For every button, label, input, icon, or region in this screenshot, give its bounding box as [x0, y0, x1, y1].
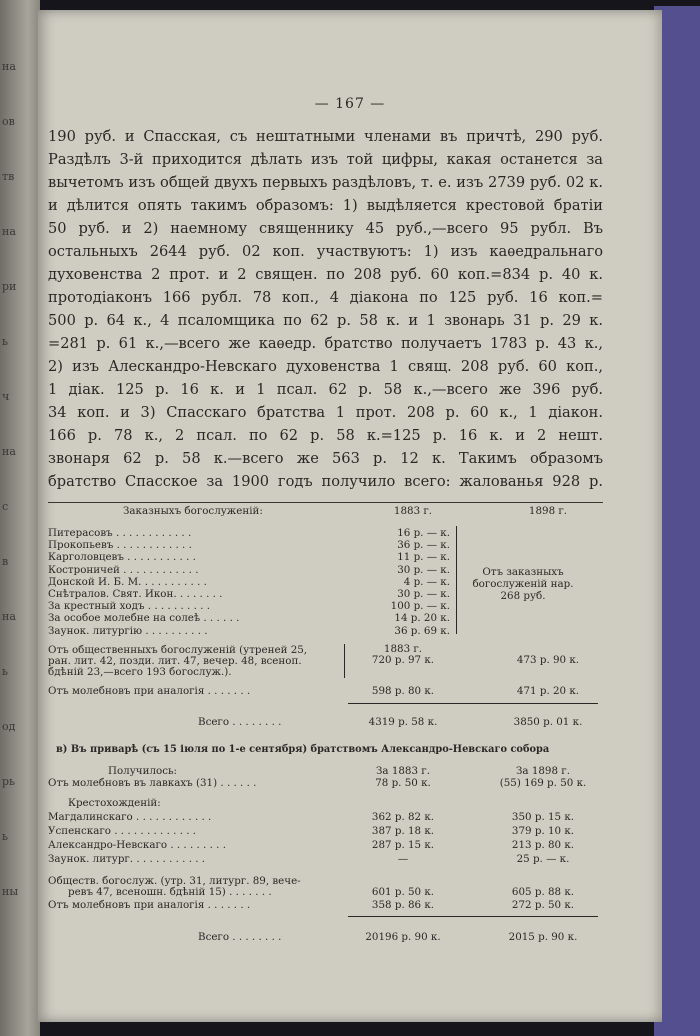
table1-row-label: Карголовцевъ . . . . . . . . . . . [48, 551, 196, 564]
table1-row-label: Питерасовъ . . . . . . . . . . . . [48, 527, 192, 539]
table1-row-label: Костроничей . . . . . . . . . . . . [48, 563, 199, 576]
table1-row-label: Прокопьевъ . . . . . . . . . . . . [48, 539, 192, 552]
table2-row-label: Александро-Невскаго . . . . . . . . . [48, 839, 226, 851]
table1-total-v1: 4319 р. 58 к. [368, 716, 438, 728]
table2-row-value-1883: 362 р. 82 к. [371, 811, 435, 823]
table1-public-label-1: Отъ общественныхъ богослуженій (утреней 25, [48, 644, 308, 656]
left-page-fragment: на [2, 445, 16, 458]
left-page-fragment: ри [2, 280, 17, 293]
left-page-fragment: на [2, 60, 16, 73]
table1-public-v2: 473 р. 90 к. [516, 654, 580, 666]
left-page-fragment: ов [2, 115, 15, 128]
table2-kiosk-v1: 78 р. 50 к. [375, 777, 431, 789]
table2-row-value-1898: 350 р. 15 к. [511, 811, 575, 823]
table1-row-value-1883: 30 р. — к. [397, 563, 450, 576]
table2-row-value-1883: 387 р. 18 к. [371, 825, 435, 837]
left-page-fragment: рь [2, 775, 16, 788]
table1-public-label-2: ран. лит. 42, позди. лит. 47, вечер. 48, всеноп. [48, 655, 302, 667]
body-line: и дѣлится опять такимъ образомъ: 1) выдѣляется крестовой братіи [48, 197, 603, 214]
body-line: 500 р. 64 к., 4 псаломщика по 62 р. 58 к. и 1 звонарь 31 р. 29 к. [48, 312, 603, 329]
table1-row-value-1883: 16 р. — к. [397, 527, 450, 539]
body-line: Раздѣлъ 3-й приходится дѣлать изъ той цифры, какая останется за [48, 151, 603, 168]
adjacent-left-page [0, 0, 40, 1036]
table1-row-value-1883: 14 р. 20 к. [394, 612, 450, 625]
table1-row-label: Заунок. литургію . . . . . . . . . . [48, 624, 208, 637]
table1-row-value-1883: 36 р. 69 к. [394, 624, 450, 637]
body-line: =281 р. 61 к.,—всего же каѳедр. братство получаетъ 1783 р. 43 к., [48, 335, 603, 352]
table1-row-value-1883: 4 р. — к. [403, 575, 450, 588]
table1-row-value-1883: 100 р. — к. [390, 600, 450, 613]
table2-kiosk-label: Отъ молебновъ въ лавкахъ (31) . . . . . . [48, 777, 257, 789]
body-line: 50 руб. и 2) наемному священнику 45 руб.,—всего 95 рубл. Въ [48, 220, 603, 237]
book-page [38, 10, 662, 1022]
body-line: остальныхъ 2644 руб. 02 коп. участвуютъ: 1) изъ каѳедральнаго [48, 243, 603, 260]
table1-total-label: Всего . . . . . . . . [198, 716, 282, 728]
table1-row-label: За особое молебне на солеѣ . . . . . . [48, 612, 240, 625]
table1-moleb-v1: 598 р. 80 к. [371, 685, 435, 697]
table2-public-v1: 601 р. 50 к. [371, 886, 435, 898]
body-line: 34 коп. и 3) Спасскаго братства 1 прот. 208 р. 60 к., 1 діакон. [48, 404, 603, 421]
table2-row-value-1898: 25 р. — к. [516, 853, 570, 865]
table1-col1-header: 1883 г. [393, 505, 433, 517]
body-line: 166 р. 78 к., 2 псал. по 62 р. 58 к.=125 р. 16 к. и 2 нешт. [48, 427, 603, 444]
table1-public-v1b: 720 р. 97 к. [371, 654, 435, 666]
table2-moleb-label: Отъ молебновъ при аналогія . . . . . . . [48, 899, 251, 911]
table1-row-label: Снѣтралов. Свят. Икон. . . . . . . . [48, 588, 223, 600]
table2-row-value-1898: 213 р. 80 к. [511, 839, 575, 851]
table2-public-label-1: Обществ. богослуж. (утр. 31, литург. 89, вече- [48, 875, 301, 887]
body-line: братство Спасское за 1900 годъ получило всего: жалованья 928 р. [48, 473, 603, 490]
body-line: 190 руб. и Спасская, съ нештатными членами въ причтѣ, 290 руб. [48, 128, 603, 145]
table2-row-value-1883: — [397, 853, 409, 865]
body-line: протодіаконъ 166 рубл. 78 коп., 4 діакона по 125 руб. 16 коп.= [48, 289, 603, 306]
left-page-fragment: ь [2, 830, 8, 843]
table2-kiosk-v2: (55) 169 р. 50 к. [499, 777, 587, 789]
left-page-fragment: ь [2, 335, 8, 348]
left-page-fragment: ь [2, 665, 8, 678]
table1-row-value-1883: 36 р. — к. [397, 539, 450, 552]
table2-col1-header: За 1883 г. [376, 765, 430, 777]
table2-public-v2: 605 р. 88 к. [511, 886, 575, 898]
left-page-fragment: на [2, 610, 16, 623]
table2-row-value-1883: 287 р. 15 к. [371, 839, 435, 851]
table1-total-v2: 3850 р. 01 к. [513, 716, 583, 728]
table2-moleb-v2: 272 р. 50 к. [511, 899, 575, 911]
table1-row-value-1883: 11 р. — к. [397, 551, 450, 564]
table2-public-label-2: ревъ 47, всеношн. бдѣній 15) . . . . . . . [68, 886, 272, 898]
table2-row-label: Успенскаго . . . . . . . . . . . . . [48, 825, 197, 837]
table2-row-value-1898: 379 р. 10 к. [511, 825, 575, 837]
left-page-fragment: од [2, 720, 16, 733]
table1-row-label: За крестный ходъ . . . . . . . . . . [48, 600, 210, 613]
table1-header-label: Заказныхъ богослуженій: [123, 505, 263, 517]
table1-brace-note: Отъ заказныхъ богослуженій нар. 268 руб. [472, 566, 574, 602]
body-line: духовенства 2 прот. и 2 священ. по 208 руб. 60 коп.=834 р. 40 к. [48, 266, 603, 283]
section-divider [48, 502, 603, 503]
left-page-fragment: в [2, 555, 9, 568]
body-line: 1 діак. 125 р. 16 к. и 1 псал. 62 р. 58 к.,—всего же 396 руб. [48, 381, 603, 398]
table1-row-label: Донской И. Б. М. . . . . . . . . . . [48, 575, 207, 588]
page-number: — 167 — [314, 96, 386, 112]
left-page-fragment: тв [2, 170, 15, 183]
left-page-fragment: на [2, 225, 16, 238]
body-line: звонаря 62 р. 58 к.—всего же 563 р. 12 к. Такимъ образомъ [48, 450, 603, 467]
table2-col2-header: За 1898 г. [516, 765, 570, 777]
table-alexander-nevsky [48, 744, 603, 954]
body-line: вычетомъ изъ общей двухъ первыхъ раздѣловъ, т. е. изъ 2739 руб. 02 к. [48, 174, 603, 191]
table2-title: в) Въ приварѣ (съ 15 іюля по 1-е сентября) братствомъ Александро-Невскаго собора [56, 744, 550, 755]
body-line: 2) изъ Алескандро-Невскаго духовенства 1 свящ. 208 руб. 60 коп., [48, 358, 603, 375]
table2-sum-rule [348, 916, 598, 917]
table2-total-v2: 2015 р. 90 к. [508, 931, 578, 943]
left-page-fragment: ны [2, 885, 19, 898]
table2-procession-label: Крестохожденій: [68, 797, 161, 809]
table1-col2-header: 1898 г. [528, 505, 568, 517]
table-ordered-services [48, 504, 603, 744]
table2-total-v1: 20196 р. 90 к. [365, 931, 441, 943]
table2-header-label: Получилось: [108, 765, 178, 777]
table1-public-label-3: бдѣній 23,—всего 193 богослуж.). [48, 666, 232, 678]
table1-public-brace [344, 644, 345, 678]
table1-brace [456, 526, 457, 634]
table1-moleb-v2: 471 р. 20 к. [516, 685, 580, 697]
table2-total-label: Всего . . . . . . . . [198, 931, 282, 943]
table1-public-v1a: 1883 г. [383, 643, 423, 655]
table1-sum-rule [348, 703, 598, 704]
table1-row-value-1883: 30 р. — к. [397, 588, 450, 600]
table1-moleb-label: Отъ молебновъ при аналогія . . . . . . . [48, 685, 251, 697]
table2-row-label: Заунок. литург. . . . . . . . . . . . [48, 853, 206, 865]
table2-moleb-v1: 358 р. 86 к. [371, 899, 435, 911]
left-page-fragment: ч [2, 390, 10, 403]
left-page-fragment: с [2, 500, 9, 513]
table2-row-label: Магдалинскаго . . . . . . . . . . . . [48, 811, 212, 823]
body-text [48, 125, 603, 493]
